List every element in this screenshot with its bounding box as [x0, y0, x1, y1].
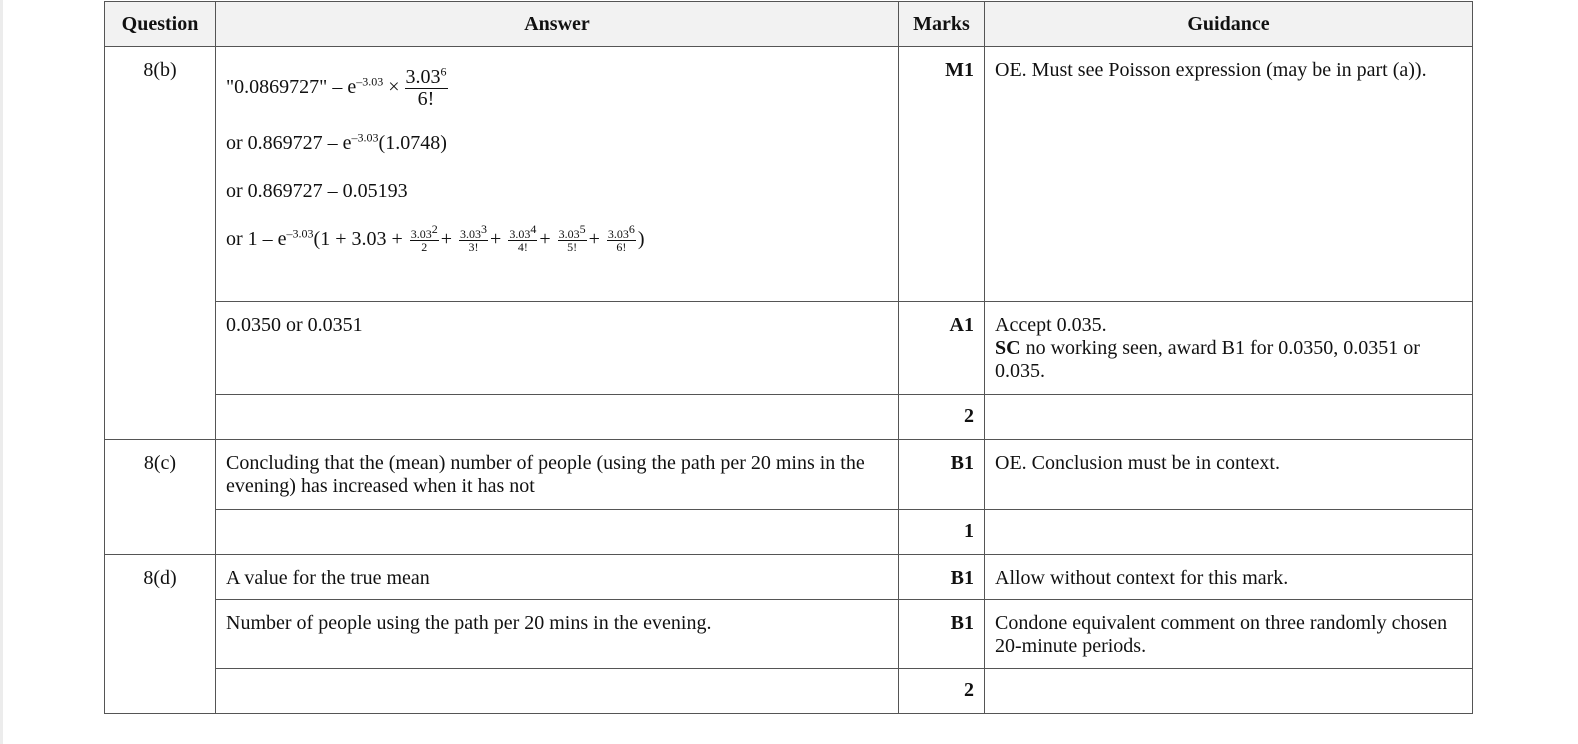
header-marks: Marks: [899, 2, 985, 47]
q8b-a1-guidance: Accept 0.035. SC no working seen, award B1 for 0.0350, 0.0351 or 0.035.: [985, 302, 1473, 395]
q8b-m1-answer: [216, 47, 899, 302]
q8c-mark: B1: [899, 440, 985, 510]
q8c-total-guidance-blank: [985, 510, 1473, 555]
q8c-guidance: OE. Conclusion must be in context.: [985, 440, 1473, 510]
q8d-b1-row-2: [105, 600, 1473, 669]
q8c-total-answer-blank: [216, 510, 899, 555]
q8b-a1-mark: A1: [899, 302, 985, 395]
fraction: $\frac{3.03^6}{6!}$: [405, 64, 447, 110]
q8c-b1-row: [105, 440, 1473, 510]
q8d-total-row: [105, 669, 1473, 714]
q8d-total-mark: 2: [899, 669, 985, 714]
left-margin-bar: [0, 0, 3, 744]
q8b-m1-guidance: OE. Must see Poisson expression (may be in part (a)).: [985, 47, 1473, 302]
question-label-8c: 8(c): [105, 440, 216, 555]
header-question: Question: [105, 2, 216, 47]
q8b-a1-answer: 0.0350 or 0.0351: [216, 302, 899, 395]
answer-line-2: or $0.869727 - e^{-3.03}(1.0748)$: [226, 130, 447, 154]
q8d-mark-2: B1: [899, 600, 985, 669]
q8b-total-mark: 2: [899, 395, 985, 440]
q8c-total-row: [105, 510, 1473, 555]
q8b-m1-row: [105, 47, 1473, 302]
q8d-total-guidance-blank: [985, 669, 1473, 714]
q8d-guidance-2: Condone equivalent comment on three randomly chosen 20-minute periods.: [985, 600, 1473, 669]
q8c-answer: Concluding that the (mean) number of people (using the path per 20 mins in the evening) has increased when it has not: [216, 440, 899, 510]
q8b-total-row: [105, 395, 1473, 440]
q8d-answer-1: A value for the true mean: [216, 555, 899, 600]
q8c-total-mark: 1: [899, 510, 985, 555]
mark-scheme-table: [104, 1, 1473, 714]
q8b-m1-mark: M1: [899, 47, 985, 302]
q8b-a1-row: [105, 302, 1473, 395]
q8b-total-guidance-blank: [985, 395, 1473, 440]
q8d-mark-1: B1: [899, 555, 985, 600]
q8b-total-answer-blank: [216, 395, 899, 440]
q8d-total-answer-blank: [216, 669, 899, 714]
answer-line-3: or 0.869727 – 0.05193: [226, 180, 408, 202]
answer-line-1: "0.0869727" – $e^{-3.03}$ × $\frac{3.03^6}{6!}$: [226, 64, 447, 110]
header-row: [105, 2, 1473, 47]
header-guidance: Guidance: [985, 2, 1473, 47]
question-label-8d: 8(d): [105, 555, 216, 714]
answer-line-4: or $1 - e^{-3.03}(1 + 3.03$ + $\frac{3.03^2}{2}$ + $\frac{3.03^3}{3!}$ + $\frac{3.03^4}{4!}$ + $\frac{3.03^5}{5!}$ + $\frac{3.03^6}{6!}$ ): [226, 222, 645, 254]
q8d-guidance-1: Allow without context for this mark.: [985, 555, 1473, 600]
q8d-b1-row-1: [105, 555, 1473, 600]
q8d-answer-2: Number of people using the path per 20 mins in the evening.: [216, 600, 899, 669]
header-answer: Answer: [216, 2, 899, 47]
question-label-8b: 8(b): [105, 47, 216, 440]
